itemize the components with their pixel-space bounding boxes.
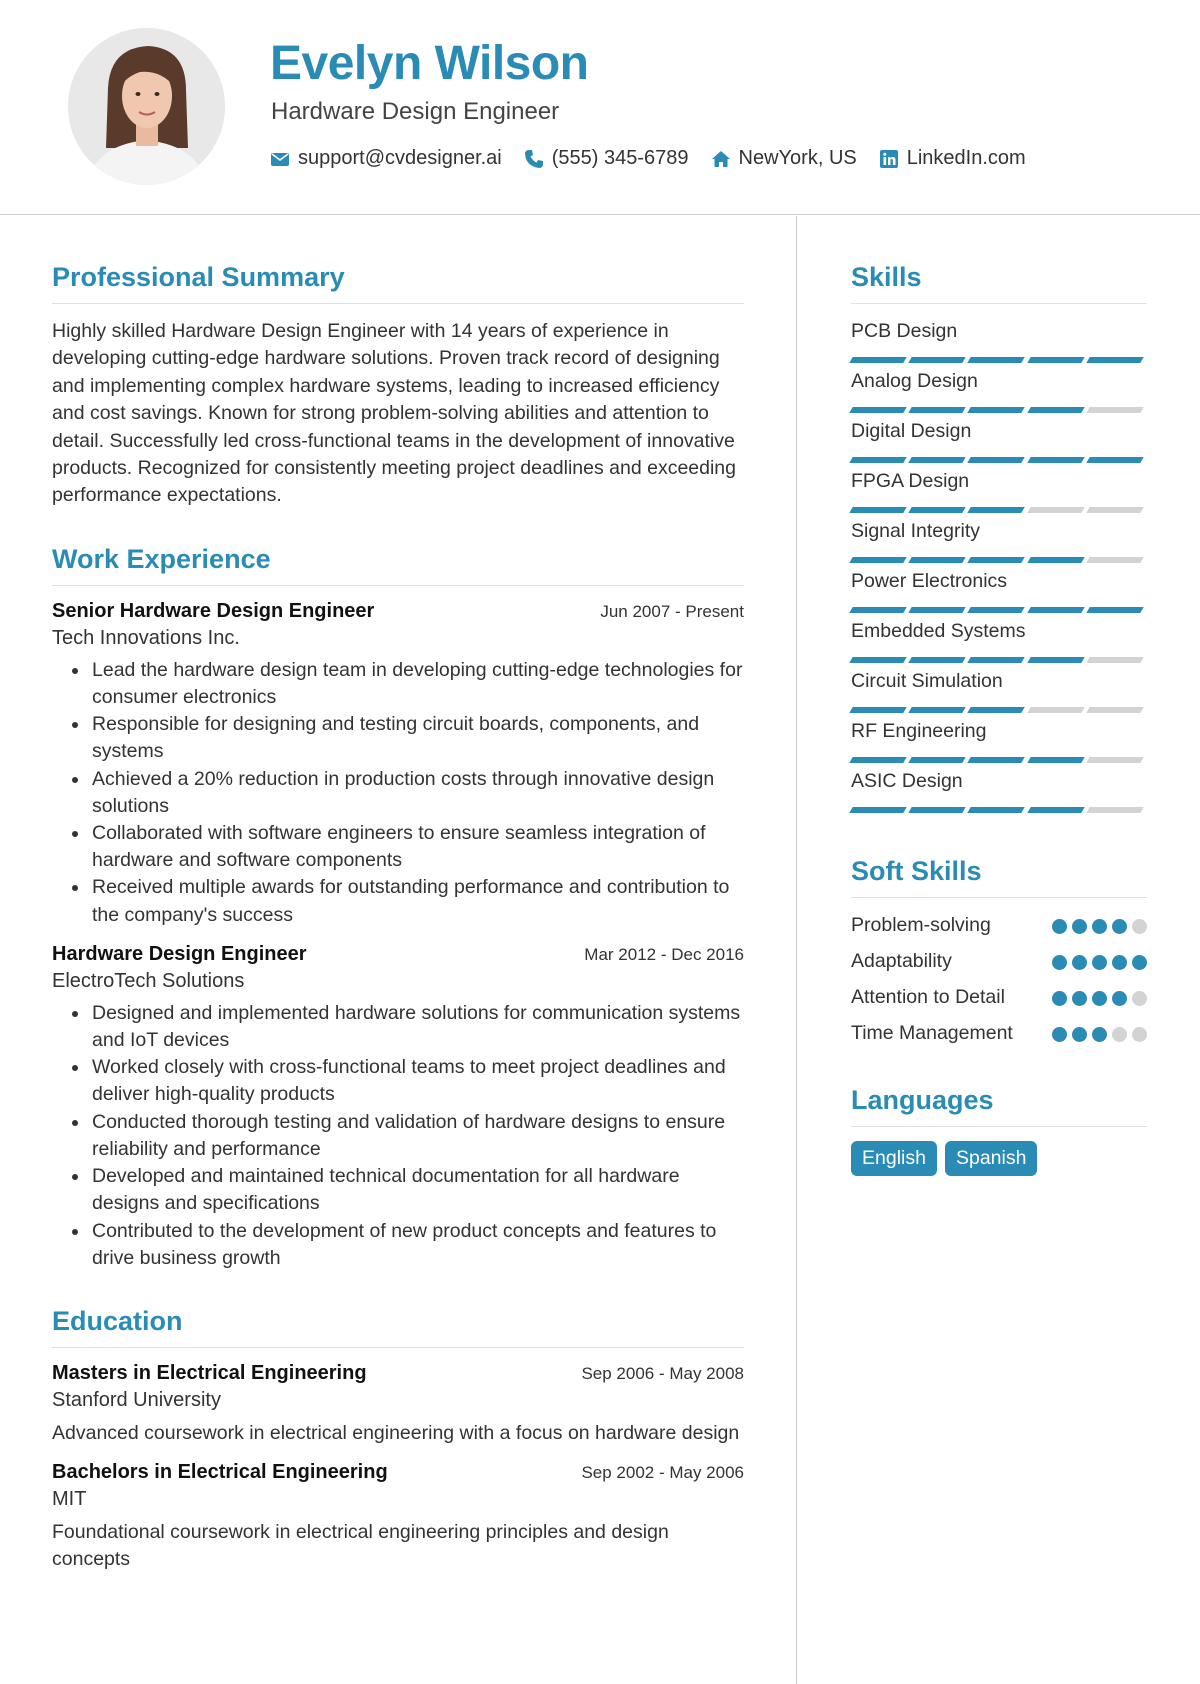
skill-level-bar bbox=[851, 557, 1147, 563]
person-portrait-icon bbox=[68, 28, 225, 185]
contact-phone[interactable] bbox=[524, 147, 689, 170]
language-tag: English bbox=[851, 1141, 937, 1176]
job-company: Tech Innovations Inc. bbox=[52, 626, 240, 649]
soft-skills-list bbox=[851, 912, 1147, 1047]
soft-skill-item bbox=[851, 912, 1147, 939]
phone-icon bbox=[524, 149, 544, 169]
job-bullet: • Developed and maintained technical documentation for all hardware designs and specifications bbox=[90, 1163, 744, 1217]
skill-level-segment bbox=[849, 357, 907, 363]
skill-level-segment bbox=[908, 507, 966, 513]
skill-item bbox=[851, 418, 1147, 468]
skill-level-segment bbox=[1027, 657, 1085, 663]
skill-level-bar bbox=[851, 457, 1147, 463]
contact-phone-text: (555) 345-6789 bbox=[551, 147, 689, 169]
skill-name: PCB Design bbox=[851, 320, 958, 342]
contact-linkedin[interactable] bbox=[879, 147, 1026, 170]
profile-photo bbox=[68, 28, 225, 185]
skill-level-segment bbox=[1086, 407, 1144, 413]
languages-heading: Languages bbox=[851, 1085, 1147, 1127]
job-bullet: • Received multiple awards for outstanding performance and contribution to the company's success bbox=[90, 874, 744, 928]
skill-level-segment bbox=[849, 757, 907, 763]
rating-dot bbox=[1092, 919, 1107, 934]
rating-dot bbox=[1132, 991, 1147, 1006]
job-role: Hardware Design Engineer bbox=[52, 942, 307, 965]
rating-dot bbox=[1132, 955, 1147, 970]
rating-dot bbox=[1112, 955, 1127, 970]
skill-level-segment bbox=[908, 607, 966, 613]
soft-skill-rating bbox=[1047, 948, 1147, 975]
skill-level-bar bbox=[851, 507, 1147, 513]
job-bullet: • Conducted thorough testing and validation of hardware designs to ensure reliability and performance bbox=[90, 1109, 744, 1163]
rating-dot bbox=[1072, 919, 1087, 934]
soft-skill-name: Time Management bbox=[851, 1022, 1013, 1044]
skill-item bbox=[851, 318, 1147, 368]
job-bullets bbox=[90, 1000, 744, 1272]
sidebar-column bbox=[851, 262, 1147, 1176]
soft-skill-item bbox=[851, 948, 1147, 975]
contact-location bbox=[711, 147, 857, 170]
skill-item bbox=[851, 768, 1147, 818]
soft-skill-item bbox=[851, 1020, 1147, 1047]
skill-name: Circuit Simulation bbox=[851, 670, 1003, 692]
skill-level-segment bbox=[968, 507, 1026, 513]
rating-dot bbox=[1112, 991, 1127, 1006]
skill-level-segment bbox=[968, 657, 1026, 663]
education-description: Advanced coursework in electrical engineering with a focus on hardware design bbox=[52, 1421, 740, 1444]
skill-level-segment bbox=[908, 707, 966, 713]
skill-level-segment bbox=[908, 457, 966, 463]
rating-dot bbox=[1092, 1027, 1107, 1042]
rating-dot bbox=[1132, 1027, 1147, 1042]
rating-dot bbox=[1052, 919, 1067, 934]
soft-skill-rating bbox=[1047, 1020, 1147, 1047]
candidate-name: Evelyn Wilson bbox=[270, 37, 589, 90]
skill-level-bar bbox=[851, 407, 1147, 413]
skills-list bbox=[851, 318, 1147, 818]
education-entry bbox=[52, 1362, 744, 1447]
rating-dot bbox=[1092, 991, 1107, 1006]
contact-email-text: support@cvdesigner.ai bbox=[298, 147, 502, 169]
summary-heading: Professional Summary bbox=[52, 262, 744, 304]
soft-skill-item bbox=[851, 984, 1147, 1011]
skill-level-segment bbox=[1086, 507, 1144, 513]
soft-skill-name: Problem-solving bbox=[851, 914, 991, 936]
rating-dot bbox=[1132, 919, 1147, 934]
job-bullet: • Contributed to the development of new product concepts and features to drive business growth bbox=[90, 1218, 744, 1272]
languages-list bbox=[851, 1141, 1147, 1176]
skill-level-bar bbox=[851, 657, 1147, 663]
skill-level-segment bbox=[908, 557, 966, 563]
skill-item bbox=[851, 468, 1147, 518]
skill-level-segment bbox=[1086, 657, 1144, 663]
soft-skills-heading: Soft Skills bbox=[851, 856, 1147, 898]
summary-text: Highly skilled Hardware Design Engineer with 14 years of experience in developing cutting-edge hardware solutions. Proven track record of designing and implementing complex hardware systems, leading to increased efficiency and cost savings. Known for strong problem-solving abilities and attention to detail. Successfully led cross-functional teams in the development of innovative products. Recognized for consistently meeting project deadlines and exceeding performance expectations. bbox=[52, 320, 736, 507]
soft-skill-rating bbox=[1047, 912, 1147, 939]
candidate-title: Hardware Design Engineer bbox=[271, 98, 560, 125]
skill-level-segment bbox=[1027, 807, 1085, 813]
soft-skill-name: Attention to Detail bbox=[851, 986, 1005, 1008]
job-dates: Mar 2012 - Dec 2016 bbox=[584, 944, 744, 964]
rating-dot bbox=[1052, 955, 1067, 970]
soft-skill-name: Adaptability bbox=[851, 950, 952, 972]
skill-name: RF Engineering bbox=[851, 720, 987, 742]
skill-level-segment bbox=[1027, 457, 1085, 463]
education-entry bbox=[52, 1461, 744, 1573]
skill-level-segment bbox=[849, 707, 907, 713]
skill-level-segment bbox=[968, 757, 1026, 763]
skill-name: Digital Design bbox=[851, 420, 972, 442]
skill-level-segment bbox=[968, 807, 1026, 813]
skill-name: Signal Integrity bbox=[851, 520, 980, 542]
skill-level-segment bbox=[849, 607, 907, 613]
contact-location-text: NewYork, US bbox=[738, 147, 857, 169]
skill-level-segment bbox=[849, 557, 907, 563]
job-bullet: • Collaborated with software engineers to ensure seamless integration of hardware and software components bbox=[90, 820, 744, 874]
skill-level-bar bbox=[851, 757, 1147, 763]
skill-level-segment bbox=[849, 457, 907, 463]
skill-level-segment bbox=[1027, 557, 1085, 563]
skill-level-segment bbox=[968, 407, 1026, 413]
experience-heading: Work Experience bbox=[52, 544, 744, 586]
rating-dot bbox=[1072, 1027, 1087, 1042]
skill-level-bar bbox=[851, 357, 1147, 363]
skill-name: FPGA Design bbox=[851, 470, 970, 492]
contact-email[interactable] bbox=[270, 147, 502, 170]
job-bullets bbox=[90, 657, 744, 929]
skill-level-segment bbox=[849, 807, 907, 813]
education-degree: Bachelors in Electrical Engineering bbox=[52, 1461, 388, 1484]
job-bullet: • Designed and implemented hardware solutions for communication systems and IoT devices bbox=[90, 1000, 744, 1054]
skill-level-segment bbox=[849, 657, 907, 663]
skill-name: Embedded Systems bbox=[851, 620, 1026, 642]
skill-level-segment bbox=[1027, 757, 1085, 763]
skill-level-segment bbox=[1027, 707, 1085, 713]
skill-level-segment bbox=[908, 657, 966, 663]
rating-dot bbox=[1072, 991, 1087, 1006]
skill-level-bar bbox=[851, 707, 1147, 713]
job-bullet: • Lead the hardware design team in developing cutting-edge technologies for consumer electronics bbox=[90, 657, 744, 711]
skill-level-segment bbox=[1027, 607, 1085, 613]
job-bullet: • Achieved a 20% reduction in production costs through innovative design solutions bbox=[90, 766, 744, 820]
envelope-icon bbox=[270, 149, 290, 169]
linkedin-icon bbox=[879, 149, 899, 169]
education-heading: Education bbox=[52, 1306, 744, 1348]
skill-level-segment bbox=[1086, 457, 1144, 463]
skill-level-segment bbox=[968, 457, 1026, 463]
job-bullet: • Worked closely with cross-functional teams to meet project deadlines and deliver high-quality products bbox=[90, 1054, 744, 1108]
skill-item bbox=[851, 518, 1147, 568]
education-dates: Sep 2006 - May 2008 bbox=[581, 1363, 744, 1383]
skill-level-segment bbox=[1086, 807, 1144, 813]
education-description: Foundational coursework in electrical engineering principles and design concepts bbox=[52, 1521, 669, 1571]
skill-level-segment bbox=[968, 357, 1026, 363]
main-column bbox=[52, 262, 744, 1588]
soft-skill-rating bbox=[1047, 984, 1147, 1011]
rating-dot bbox=[1112, 1027, 1127, 1042]
contact-list bbox=[270, 147, 1048, 170]
education-school: Stanford University bbox=[52, 1388, 221, 1411]
skill-level-segment bbox=[1027, 507, 1085, 513]
skill-name: Power Electronics bbox=[851, 570, 1008, 592]
skill-name: Analog Design bbox=[851, 370, 978, 392]
job-bullet: • Responsible for designing and testing circuit boards, components, and systems bbox=[90, 711, 744, 765]
skill-item bbox=[851, 368, 1147, 418]
skill-level-segment bbox=[968, 557, 1026, 563]
skill-item bbox=[851, 718, 1147, 768]
skill-level-segment bbox=[1086, 357, 1144, 363]
skill-name: ASIC Design bbox=[851, 770, 963, 792]
skill-level-segment bbox=[1086, 557, 1144, 563]
skill-level-segment bbox=[968, 707, 1026, 713]
skill-level-segment bbox=[1086, 757, 1144, 763]
skill-item bbox=[851, 568, 1147, 618]
skill-item bbox=[851, 618, 1147, 668]
skill-level-segment bbox=[1027, 357, 1085, 363]
rating-dot bbox=[1112, 919, 1127, 934]
skills-heading: Skills bbox=[851, 262, 1147, 304]
skill-level-bar bbox=[851, 807, 1147, 813]
job-company: ElectroTech Solutions bbox=[52, 969, 245, 992]
skill-level-bar bbox=[851, 607, 1147, 613]
skill-item bbox=[851, 668, 1147, 718]
rating-dot bbox=[1092, 955, 1107, 970]
job-role: Senior Hardware Design Engineer bbox=[52, 599, 375, 622]
skill-level-segment bbox=[1086, 607, 1144, 613]
skill-level-segment bbox=[1027, 407, 1085, 413]
resume-header bbox=[0, 0, 1200, 215]
skill-level-segment bbox=[908, 807, 966, 813]
home-icon bbox=[711, 149, 731, 169]
job-entry bbox=[52, 600, 744, 929]
job-entry bbox=[52, 943, 744, 1272]
skill-level-segment bbox=[849, 507, 907, 513]
skill-level-segment bbox=[1086, 707, 1144, 713]
rating-dot bbox=[1052, 991, 1067, 1006]
skill-level-segment bbox=[908, 407, 966, 413]
skill-level-segment bbox=[968, 607, 1026, 613]
skill-level-segment bbox=[908, 757, 966, 763]
skill-level-segment bbox=[849, 407, 907, 413]
skill-level-segment bbox=[908, 357, 966, 363]
education-dates: Sep 2002 - May 2006 bbox=[581, 1463, 744, 1483]
job-dates: Jun 2007 - Present bbox=[600, 601, 744, 621]
language-tag: Spanish bbox=[945, 1141, 1037, 1176]
column-divider bbox=[796, 216, 797, 1684]
rating-dot bbox=[1072, 955, 1087, 970]
rating-dot bbox=[1052, 1027, 1067, 1042]
contact-linkedin-text: LinkedIn.com bbox=[906, 147, 1026, 169]
education-degree: Masters in Electrical Engineering bbox=[52, 1361, 367, 1384]
education-school: MIT bbox=[52, 1488, 87, 1511]
